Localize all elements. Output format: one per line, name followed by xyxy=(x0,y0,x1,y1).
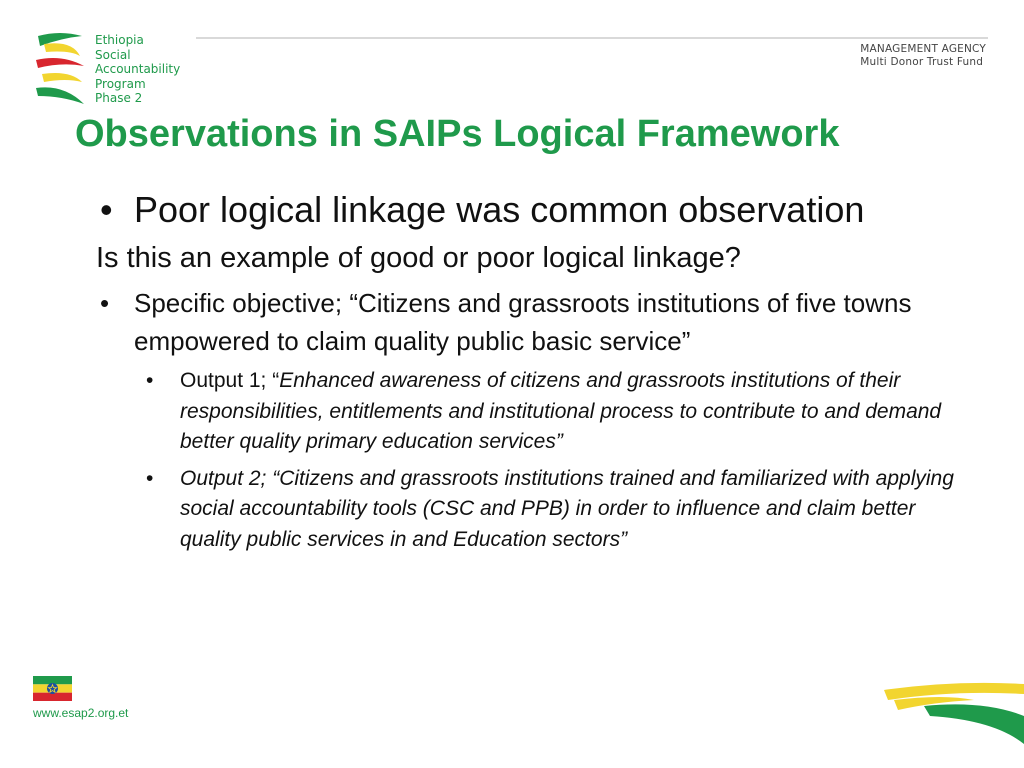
logo-line: Social xyxy=(95,47,131,62)
bullet-dot: • xyxy=(100,189,113,230)
logo-line: Program xyxy=(95,76,146,91)
output-1-text: Enhanced awareness of citizens and grassroots institutions of their responsibilities, entitlements and institutional process to contribute to and demand better quality primary education services” xyxy=(180,369,942,453)
bullet-text: Specific objective; “Citizens and grassroots institutions of five towns empowered to claim quality public basic service” xyxy=(134,288,912,356)
output-2-text: Output 2; “Citizens and grassroots institutions trained and familiarized with applying social accountability tools (CSC and PPB) in order to influence and claim better quality public services in and Education sectors” xyxy=(180,466,954,551)
question-text: Is this an example of good or poor logical linkage? xyxy=(96,242,741,274)
sub-bullet-output-1 xyxy=(142,366,976,458)
sub-bullet-output-2 xyxy=(142,464,976,556)
agency-line-1: MANAGEMENT AGENCY xyxy=(860,43,986,55)
agency-line-2: Multi Donor Trust Fund xyxy=(860,56,984,68)
bullet-specific-objective xyxy=(96,284,976,360)
ethiopia-flag-icon xyxy=(33,676,72,701)
slide-content xyxy=(96,188,976,561)
bullet-poor-linkage xyxy=(96,188,976,232)
management-agency-label xyxy=(860,43,986,69)
logo-line: Phase 2 xyxy=(95,91,143,106)
logo-text xyxy=(95,33,180,106)
logo-line: Accountability xyxy=(95,62,181,77)
logo-line: Ethiopia xyxy=(95,33,144,47)
slide-title: Observations in SAIPs Logical Framework xyxy=(75,113,840,155)
website-link[interactable]: www.esap2.org.et xyxy=(33,706,129,720)
bullet-text: Poor logical linkage was common observation xyxy=(134,189,865,230)
bullet-dot: • xyxy=(100,288,110,318)
header-divider xyxy=(196,37,988,39)
bullet-dot: • xyxy=(146,369,154,392)
decorative-swoosh-icon xyxy=(884,680,1024,744)
output-1-prefix: Output 1; “ xyxy=(180,369,280,392)
bullet-dot: • xyxy=(146,466,154,490)
esap2-logo-icon xyxy=(32,30,92,108)
